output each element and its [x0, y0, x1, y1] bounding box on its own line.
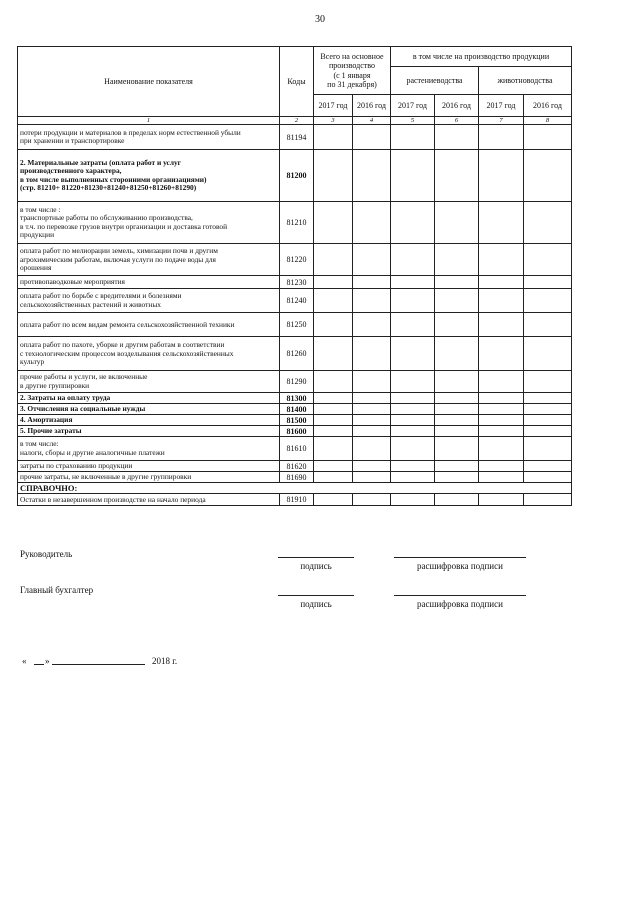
value-cell[interactable] — [353, 426, 391, 437]
head-transcript-line[interactable] — [394, 557, 526, 558]
value-cell[interactable] — [391, 150, 435, 202]
value-cell[interactable] — [314, 150, 353, 202]
value-cell[interactable] — [435, 415, 479, 426]
value-cell[interactable] — [353, 393, 391, 404]
value-cell[interactable] — [353, 404, 391, 415]
row-name-line: оплата работ по пахоте, уборке и другим работам в соответствии — [20, 340, 225, 350]
column-number: 8 — [524, 117, 572, 125]
row-name-line: в т.ч. по перевозке грузов внутри организации и доставка готовой — [20, 221, 228, 231]
table-row — [18, 337, 572, 371]
value-cell[interactable] — [435, 437, 479, 461]
value-cell[interactable] — [524, 371, 572, 393]
row-name — [18, 276, 280, 289]
row-name — [18, 244, 280, 276]
year-header: 2017 год — [391, 95, 435, 117]
value-cell[interactable] — [435, 337, 479, 371]
value-cell[interactable] — [353, 371, 391, 393]
row-code: 81250 — [280, 313, 314, 337]
value-cell[interactable] — [435, 393, 479, 404]
row-code: 81600 — [280, 426, 314, 437]
row-name-line: (стр. 81210+ 81220+81230+81240+81250+81260+81290) — [20, 183, 197, 193]
row-code: 81200 — [280, 150, 314, 202]
value-cell[interactable] — [435, 472, 479, 483]
table-row — [18, 426, 572, 437]
row-code: 81610 — [280, 437, 314, 461]
value-cell[interactable] — [479, 202, 524, 244]
value-cell[interactable] — [479, 289, 524, 313]
head-signature-line[interactable] — [278, 557, 354, 558]
value-cell[interactable] — [524, 494, 572, 506]
year-header: 2016 год — [435, 95, 479, 117]
column-number: 3 — [314, 117, 353, 125]
row-name — [18, 415, 280, 426]
row-code: 81910 — [280, 494, 314, 506]
year-header: 2016 год — [524, 95, 572, 117]
value-cell[interactable] — [479, 371, 524, 393]
accountant-transcript-line[interactable] — [394, 595, 526, 596]
row-code: 81290 — [280, 371, 314, 393]
table-row — [18, 289, 572, 313]
value-cell[interactable] — [391, 415, 435, 426]
value-cell[interactable] — [391, 461, 435, 472]
row-name — [18, 202, 280, 244]
table-row — [18, 461, 572, 472]
row-name-line: орошения — [20, 263, 52, 273]
value-cell[interactable] — [479, 276, 524, 289]
value-cell[interactable] — [391, 313, 435, 337]
value-cell[interactable] — [524, 415, 572, 426]
value-cell[interactable] — [435, 461, 479, 472]
row-name — [18, 472, 280, 483]
value-cell[interactable] — [314, 404, 353, 415]
value-cell[interactable] — [524, 313, 572, 337]
column-number: 6 — [435, 117, 479, 125]
value-cell[interactable] — [353, 313, 391, 337]
value-cell[interactable] — [314, 393, 353, 404]
row-name — [18, 461, 280, 472]
value-cell[interactable] — [353, 461, 391, 472]
row-name-line: прочие затраты, не включенные в другие группировки — [20, 472, 192, 482]
value-cell[interactable] — [524, 202, 572, 244]
value-cell[interactable] — [314, 202, 353, 244]
table-body — [18, 125, 572, 483]
head-label: Руководитель — [20, 549, 73, 559]
row-name-line: сельскохозяйственных растений и животных — [20, 299, 161, 309]
row-name-line: агрохимическим работам, включая услуги по подаче воды для — [20, 254, 216, 264]
table-row — [18, 150, 572, 202]
value-cell[interactable] — [314, 244, 353, 276]
value-cell[interactable] — [435, 202, 479, 244]
value-cell[interactable] — [391, 426, 435, 437]
value-cell[interactable] — [314, 276, 353, 289]
value-cell[interactable] — [435, 244, 479, 276]
row-name-line: затраты по страхованию продукции — [20, 461, 133, 471]
value-cell[interactable] — [391, 289, 435, 313]
row-name-line: культур — [20, 357, 45, 367]
row-name-line: налоги, сборы и другие аналогичные платежи — [20, 447, 165, 457]
value-cell[interactable] — [479, 125, 524, 150]
value-cell[interactable] — [435, 494, 479, 506]
row-code: 81240 — [280, 289, 314, 313]
row-name-line: в том числе : — [20, 204, 61, 214]
row-name-line: с технологическим процессом возделывания сельскохозяйственных — [20, 348, 234, 358]
transcript-caption: расшифровка подписи — [417, 599, 503, 609]
row-code: 81194 — [280, 125, 314, 150]
value-cell[interactable] — [391, 202, 435, 244]
row-name-line: 5. Прочие затраты — [20, 426, 82, 436]
value-cell[interactable] — [524, 150, 572, 202]
value-cell[interactable] — [479, 244, 524, 276]
value-cell[interactable] — [524, 472, 572, 483]
page-number: 30 — [315, 14, 325, 25]
value-cell[interactable] — [435, 313, 479, 337]
row-name — [18, 426, 280, 437]
row-name-line: производственного характера, — [20, 166, 122, 176]
column-number: 4 — [353, 117, 391, 125]
value-cell[interactable] — [479, 494, 524, 506]
value-cell[interactable] — [435, 289, 479, 313]
row-name-line: потери продукции и материалов в пределах норм естественной убыли — [20, 127, 241, 137]
value-cell[interactable] — [524, 276, 572, 289]
value-cell[interactable] — [479, 337, 524, 371]
date-close-quote: » — [45, 656, 50, 666]
cost-report-table — [17, 46, 572, 506]
value-cell[interactable] — [353, 150, 391, 202]
row-code: 81690 — [280, 472, 314, 483]
table-row — [18, 393, 572, 404]
date-day-line[interactable] — [34, 664, 44, 665]
value-cell[interactable] — [391, 404, 435, 415]
row-name-line: при хранении и транспортировке — [20, 136, 125, 146]
row-code: 81210 — [280, 202, 314, 244]
value-cell[interactable] — [391, 125, 435, 150]
accountant-signature-line[interactable] — [278, 595, 354, 596]
total-header-line: производство — [328, 61, 376, 71]
value-cell[interactable] — [479, 461, 524, 472]
total-header-line: (с 1 января — [333, 70, 371, 80]
value-cell[interactable] — [391, 244, 435, 276]
value-cell[interactable] — [314, 289, 353, 313]
row-name — [18, 125, 280, 150]
row-code: 81230 — [280, 276, 314, 289]
value-cell[interactable] — [314, 313, 353, 337]
row-name-line: 3. Отчисления на социальные нужды — [20, 404, 146, 414]
value-cell[interactable] — [391, 393, 435, 404]
value-cell[interactable] — [479, 404, 524, 415]
table-row — [18, 371, 572, 393]
value-cell[interactable] — [353, 289, 391, 313]
row-name: Остатки в незавершенном производстве на начало периода — [18, 494, 280, 506]
row-code: 81300 — [280, 393, 314, 404]
row-name-line: в том числе выполненных сторонними организациями) — [20, 174, 207, 184]
value-cell[interactable] — [391, 437, 435, 461]
row-name-line: продукции — [20, 230, 55, 240]
value-cell[interactable] — [479, 313, 524, 337]
value-cell[interactable] — [353, 415, 391, 426]
year-header: 2016 год — [353, 95, 391, 117]
table-row — [18, 276, 572, 289]
row-name — [18, 289, 280, 313]
table-row — [18, 313, 572, 337]
row-name-line: в другие группировки — [20, 380, 90, 390]
column-number: 2 — [280, 117, 314, 125]
value-cell[interactable] — [314, 426, 353, 437]
value-cell[interactable] — [479, 437, 524, 461]
including-header: в том числе на производство продукции — [391, 47, 572, 67]
value-cell[interactable] — [435, 276, 479, 289]
value-cell[interactable] — [391, 494, 435, 506]
table-row — [18, 125, 572, 150]
column-number: 7 — [479, 117, 524, 125]
column-number: 5 — [391, 117, 435, 125]
row-name-line: 2. Материальные затраты (оплата работ и услуг — [20, 157, 182, 167]
value-cell[interactable] — [314, 437, 353, 461]
value-cell[interactable] — [479, 415, 524, 426]
value-cell[interactable] — [353, 494, 391, 506]
signature-caption: подпись — [300, 561, 332, 571]
row-code: 81400 — [280, 404, 314, 415]
date-month-line[interactable] — [52, 664, 145, 665]
total-header-line: Всего на основное — [320, 52, 384, 62]
row-code: 81220 — [280, 244, 314, 276]
date-year: 2018 г. — [152, 656, 178, 666]
table-row — [18, 244, 572, 276]
value-cell[interactable] — [524, 393, 572, 404]
value-cell[interactable] — [314, 461, 353, 472]
value-cell[interactable] — [524, 437, 572, 461]
table-row — [18, 472, 572, 483]
value-cell[interactable] — [435, 125, 479, 150]
value-cell[interactable] — [435, 426, 479, 437]
row-name — [18, 313, 280, 337]
value-cell[interactable] — [524, 426, 572, 437]
value-cell[interactable] — [479, 393, 524, 404]
date-open-quote: « — [22, 656, 27, 666]
value-cell[interactable] — [435, 371, 479, 393]
row-name-line: противопаводковые мероприятия — [20, 277, 125, 287]
indicator-header: Наименование показателя — [18, 47, 280, 117]
value-cell[interactable] — [391, 337, 435, 371]
codes-header: Коды — [280, 47, 314, 117]
value-cell[interactable] — [479, 426, 524, 437]
row-name-line: оплата работ по мелиорации земель, химизации почв и другим — [20, 246, 218, 256]
value-cell[interactable] — [353, 125, 391, 150]
value-cell[interactable] — [524, 125, 572, 150]
row-code: 81260 — [280, 337, 314, 371]
value-cell[interactable] — [524, 289, 572, 313]
value-cell[interactable] — [353, 202, 391, 244]
value-cell[interactable] — [353, 337, 391, 371]
value-cell[interactable] — [391, 371, 435, 393]
column-number: 1 — [18, 117, 280, 125]
total-header-line: по 31 декабря) — [327, 79, 377, 89]
row-name-line: 4. Амортизация — [20, 415, 73, 425]
row-name — [18, 437, 280, 461]
value-cell[interactable] — [524, 337, 572, 371]
value-cell[interactable] — [314, 371, 353, 393]
value-cell[interactable] — [391, 472, 435, 483]
row-name-line: оплата работ по всем видам ремонта сельскохозяйственной техники — [20, 319, 235, 329]
value-cell[interactable] — [353, 437, 391, 461]
year-header: 2017 год — [314, 95, 353, 117]
value-cell[interactable] — [479, 150, 524, 202]
value-cell[interactable] — [353, 276, 391, 289]
value-cell[interactable] — [314, 337, 353, 371]
value-cell[interactable] — [391, 276, 435, 289]
value-cell[interactable] — [524, 244, 572, 276]
value-cell[interactable] — [524, 461, 572, 472]
row-code: 81500 — [280, 415, 314, 426]
row-name-line: в том числе: — [20, 439, 59, 449]
row-code: 81620 — [280, 461, 314, 472]
row-name-line: 2. Затраты на оплату труда — [20, 393, 111, 403]
table-row — [18, 202, 572, 244]
row-name-line: оплата работ по борьбе с вредителями и болезнями — [20, 291, 182, 301]
value-cell[interactable] — [314, 415, 353, 426]
value-cell[interactable] — [435, 404, 479, 415]
table-row — [18, 404, 572, 415]
value-cell[interactable] — [353, 472, 391, 483]
reference-section — [18, 483, 572, 506]
table-row — [18, 437, 572, 461]
value-cell[interactable] — [314, 125, 353, 150]
signature-caption: подпись — [300, 599, 332, 609]
livestock-header: животноводства — [479, 67, 572, 95]
row-name-line: прочие работы и услуги, не включенные — [20, 372, 148, 382]
row-name — [18, 393, 280, 404]
crop-header: растениеводства — [391, 67, 479, 95]
accountant-label: Главный бухгалтер — [20, 585, 94, 595]
row-name-line: транспортные работы по обслуживанию производства, — [20, 213, 193, 223]
table-row — [18, 415, 572, 426]
row-name — [18, 371, 280, 393]
value-cell[interactable] — [353, 244, 391, 276]
value-cell[interactable] — [479, 472, 524, 483]
year-header: 2017 год — [479, 95, 524, 117]
value-cell[interactable] — [314, 472, 353, 483]
value-cell[interactable] — [435, 150, 479, 202]
row-name — [18, 337, 280, 371]
total-header — [314, 47, 391, 95]
reference-title: СПРАВОЧНО: — [18, 483, 572, 494]
transcript-caption: расшифровка подписи — [417, 561, 503, 571]
row-name — [18, 404, 280, 415]
row-name — [18, 150, 280, 202]
value-cell[interactable] — [524, 404, 572, 415]
value-cell[interactable] — [314, 494, 353, 506]
